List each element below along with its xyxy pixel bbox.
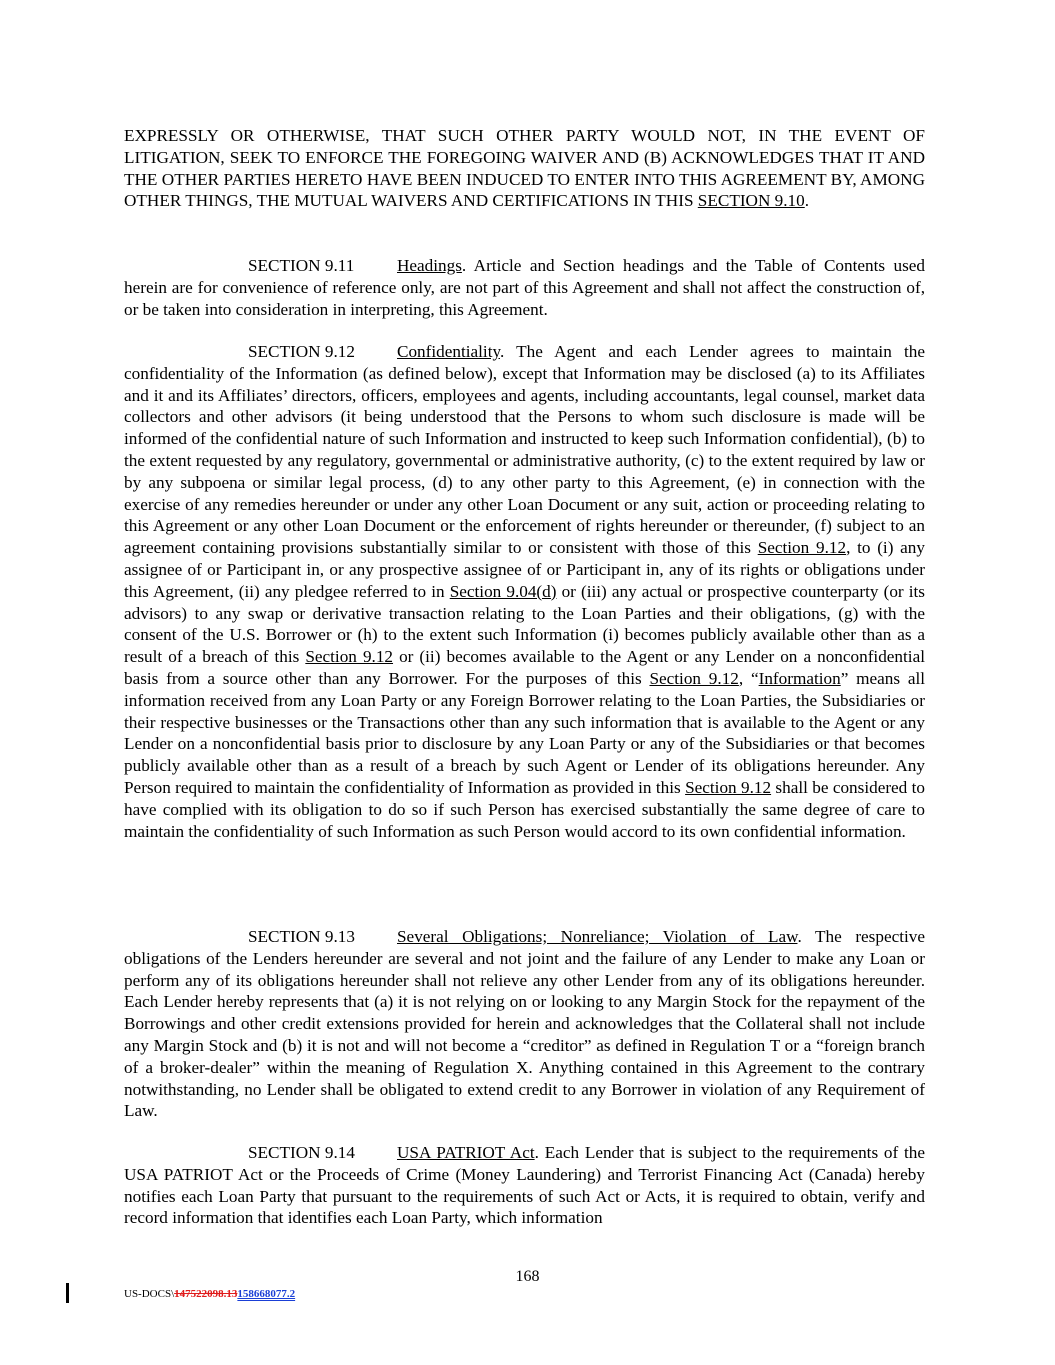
section-heading: Headings (397, 256, 462, 275)
section-reference: Section 9.12 (305, 647, 394, 667)
section-heading: Several Obligations; Nonreliance; Violation of Law (397, 927, 798, 946)
section-reference: Section 9.12 (685, 777, 772, 797)
section-label: SECTION 9.13 (248, 927, 355, 946)
section-9-10-reference: SECTION 9.10 (697, 191, 805, 211)
change-bar (66, 1283, 69, 1303)
deleted-doc-id: 147522098.13 (174, 1288, 238, 1300)
section-label: SECTION 9.12 (248, 342, 355, 361)
section-label: SECTION 9.11 (248, 256, 355, 275)
section-9-12: SECTION 9.12 Confidentiality. The Agent and each Lender agrees to maintain the confidentiality of the Information (as defined below), except that Information may be disclosed (a) to its Affiliates and it and its Affiliates’ directors, officers, employees and agents, including accountants, legal counsel, market data collectors and other advisors (it being understood that the Persons to whom such disclosure is made will be informed of the confidential nature of such Information and instructed to keep such Information confidential), (b) to the extent requested by any regulatory, governmental or administrative authority, (c) to the extent required by law or by any subpoena or similar legal process, (d) to any other party to this Agreement, (e) in connection with the exercise of any remedies hereunder or under any other Loan Document or any suit, action or proceeding relating to this Agreement or any other Loan Document or the enforcement of rights hereunder or thereunder, (f) subject to an agreement containing provisions substantially similar to or consistent with those of this Section 9.12, to (i) any assignee of or Participant in, or any prospective assignee of or Participant in, any of its rights or obligations under this Agreement, (ii) any pledgee referred to in Section 9.04(d) or (iii) any actual or prospective counterparty (or its advisors) to any swap or derivative transaction relating to the Loan Parties and their obligations, (g) with the consent of the U.S. Borrower or (h) to the extent such Information (i) becomes publicly available other than as a result of a breach of this Section 9.12 or (ii) becomes available to the Agent or any Lender on a nonconfidential basis from a source other than any Borrower. For the purposes of this Section 9.12, “Information” means all information received from any Loan Party or any Foreign Borrower relating to the Loan Parties, the Subsidiaries or their respective businesses or the Transactions other than any such information that is available to the Agent or any Lender on a nonconfidential basis prior to disclosure by any Loan Party or any of the Subsidiaries or that becomes publicly available other than as a result of a breach by such Agent or Lender of its obligations hereunder. Any Person required to maintain the confidentiality of Information as provided in this Section 9.12 shall be considered to have complied with its obligation to do so if such Person has exercised substantially the same degree of care to maintain the confidentiality of such Information as such Person would accord to its own confidential information. (124, 342, 925, 841)
defined-term: Information (758, 668, 841, 688)
section-heading: USA PATRIOT Act (397, 1143, 535, 1162)
page-number: 168 (515, 1268, 540, 1285)
section-reference: Section 9.12 (649, 668, 739, 688)
inserted-doc-id: 158668077.2 (237, 1288, 296, 1300)
document-id-footer: US-DOCS\147522098.13158668077.2 (124, 1288, 296, 1300)
section-reference: Section 9.04(d) (449, 581, 557, 601)
section-heading: Confidentiality (397, 342, 500, 361)
section-9-14: SECTION 9.14 USA PATRIOT Act. Each Lender that is subject to the requirements of the USA PATRIOT Act or the Proceeds of Crime (Money Laundering) and Terrorist Financing Act (Canada) hereby notifies each Loan Party that pursuant to the requirements of such Act or Acts, it is required to obtain, verify and record information that identifies each Loan Party, which information (124, 1143, 925, 1228)
paragraph-waiver-continuation: EXPRESSLY OR OTHERWISE, THAT SUCH OTHER PARTY WOULD NOT, IN THE EVENT OF LITIGATION, SEEK TO ENFORCE THE FOREGOING WAIVER AND (B) ACKNOWLEDGES THAT IT AND THE OTHER PARTIES HERETO HAVE BEEN INDUCED TO ENTER INTO THIS AGREEMENT BY, AMONG OTHER THINGS, THE MUTUAL WAIVERS AND CERTIFICATIONS IN THIS SECTION 9.10. (124, 126, 925, 211)
section-9-13: SECTION 9.13 Several Obligations; Nonreliance; Violation of Law. The respective obligations of the Lenders hereunder are several and not joint and the failure of any Lender to make any Loan or perform any of its obligations hereunder shall not relieve any other Lender from any of its obligations hereunder. Each Lender hereby represents that (a) it is not relying on or looking to any Margin Stock for the repayment of the Borrowings and other credit extensions provided for herein and acknowledges that the Collateral shall not include any Margin Stock and (b) it is not and will not become a “creditor” as defined in Regulation T or a “foreign branch of a broker-dealer” within the meaning of Regulation X. Anything contained in this Agreement to the contrary notwithstanding, no Lender shall be obligated to extend credit to any Borrower in violation of any Requirement of Law. (124, 927, 925, 1121)
section-9-11: SECTION 9.11 Headings. Article and Section headings and the Table of Contents used herein are for convenience of reference only, are not part of this Agreement and shall not affect the construction of, or be taken into consideration in interpreting, this Agreement. (124, 256, 925, 319)
section-reference: Section 9.12 (757, 538, 847, 558)
section-label: SECTION 9.14 (248, 1143, 355, 1162)
